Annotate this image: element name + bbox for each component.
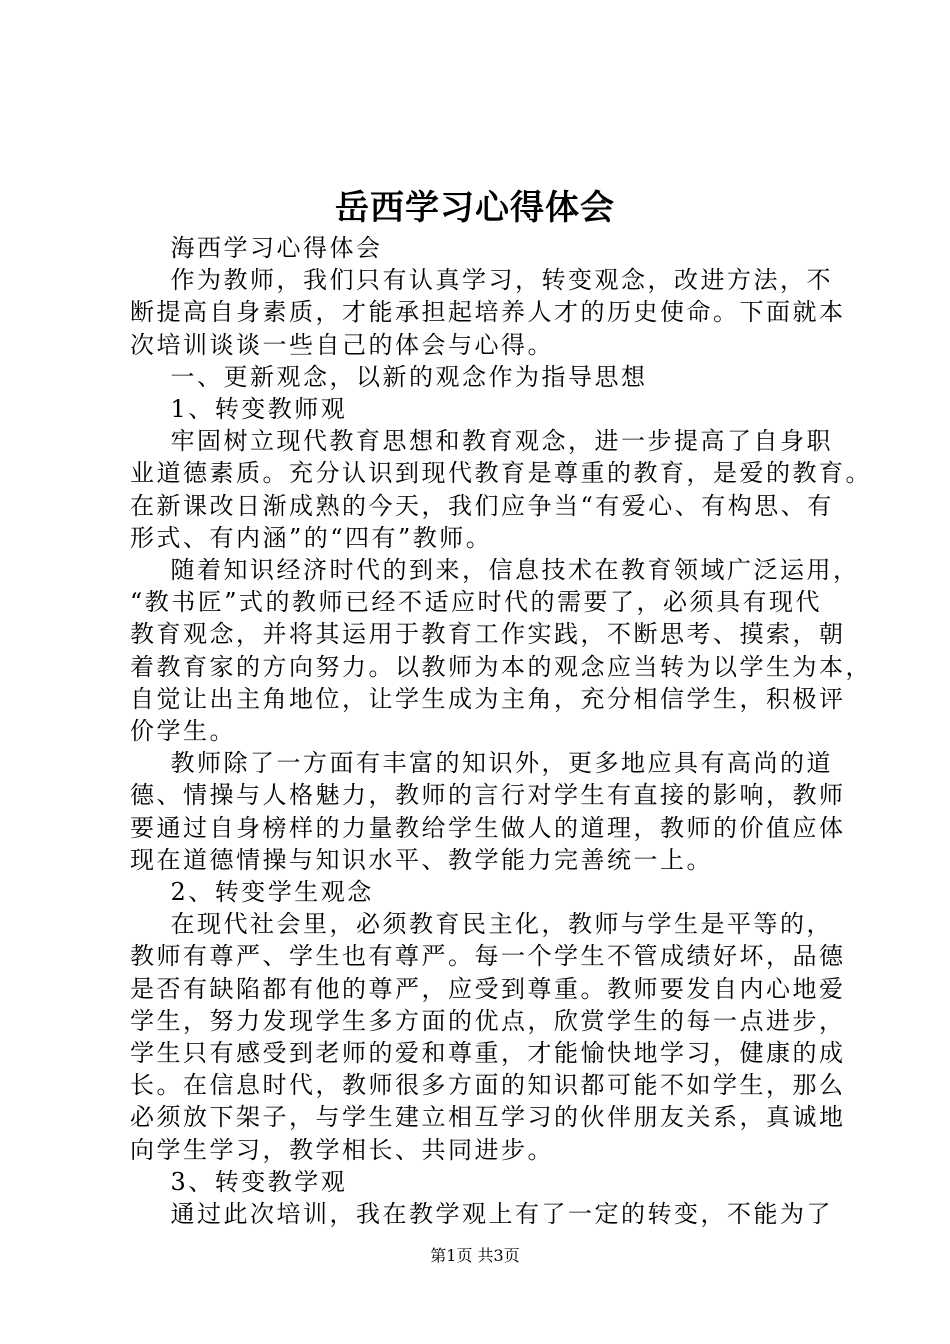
text-line: 要通过自身榜样的力量教给学生做人的道理，教师的价值应体 <box>130 813 846 842</box>
text-line: 教师除了一方面有丰富的知识外，更多地应具有高尚的道 <box>130 749 834 778</box>
text-line: 学生，努力发现学生多方面的优点，欣赏学生的每一点进步， <box>130 1006 846 1035</box>
text-line: 3、转变教学观 <box>130 1167 348 1196</box>
document-body <box>130 232 872 1230</box>
text-line: 2、转变学生观念 <box>130 878 374 907</box>
text-line: 教育观念，并将其运用于教育工作实践，不断思考、摸索，朝 <box>130 620 846 649</box>
text-line: 牢固树立现代教育思想和教育观念，进一步提高了自身职 <box>130 427 834 456</box>
text-line: 现在道德情操与知识水平、教学能力完善统一上。 <box>130 845 713 874</box>
text-line: 1、转变教师观 <box>130 395 348 424</box>
text-line: 通过此次培训，我在教学观上有了一定的转变，不能为了 <box>130 1200 834 1229</box>
text-line: 自觉让出主角地位，让学生成为主角，充分相信学生，积极评 <box>130 684 846 713</box>
text-line: 长。在信息时代，教师很多方面的知识都可能不如学生，那么 <box>130 1071 846 1100</box>
text-line: 学生只有感受到老师的爱和尊重，才能愉快地学习，健康的成 <box>130 1039 846 1068</box>
text-line: 在现代社会里，必须教育民主化，教师与学生是平等的， <box>130 910 834 939</box>
text-line: 必须放下架子，与学生建立相互学习的伙伴朋友关系，真诚地 <box>130 1103 846 1132</box>
text-line: 断提高自身素质，才能承担起培养人才的历史使命。下面就本 <box>130 298 846 327</box>
page-footer: 第1页 共3页 <box>430 1246 520 1265</box>
text-line: 德、情操与人格魅力，教师的言行对学生有直接的影响，教师 <box>130 781 846 810</box>
text-line: 形式、有内涵”的“四有”教师。 <box>130 523 493 552</box>
text-line: “教书匠”式的教师已经不适应时代的需要了，必须具有现代 <box>130 588 823 617</box>
text-line: 作为教师，我们只有认真学习，转变观念，改进方法，不 <box>130 266 834 295</box>
text-line: 着教育家的方向努力。以教师为本的观念应当转为以学生为本， <box>130 652 872 681</box>
text-line: 是否有缺陷都有他的尊严，应受到尊重。教师要发自内心地爱 <box>130 974 846 1003</box>
text-line: 海西学习心得体会 <box>130 234 383 262</box>
text-line: 向学生学习，教学相长、共同进步。 <box>130 1135 554 1164</box>
text-line: 业道德素质。充分认识到现代教育是尊重的教育，是爱的教育。 <box>130 459 872 488</box>
document-title: 岳西学习心得体会 <box>335 188 615 228</box>
text-line: 教师有尊严、学生也有尊严。每一个学生不管成绩好坏，品德 <box>130 942 846 971</box>
text-line: 一、更新观念，以新的观念作为指导思想 <box>130 362 648 391</box>
text-line: 随着知识经济时代的到来，信息技术在教育领域广泛运用， <box>130 556 860 585</box>
text-line: 价学生。 <box>130 717 236 746</box>
text-line: 在新课改日渐成熟的今天，我们应争当“有爱心、有构思、有 <box>130 491 834 520</box>
text-line: 次培训谈谈一些自己的体会与心得。 <box>130 330 554 359</box>
